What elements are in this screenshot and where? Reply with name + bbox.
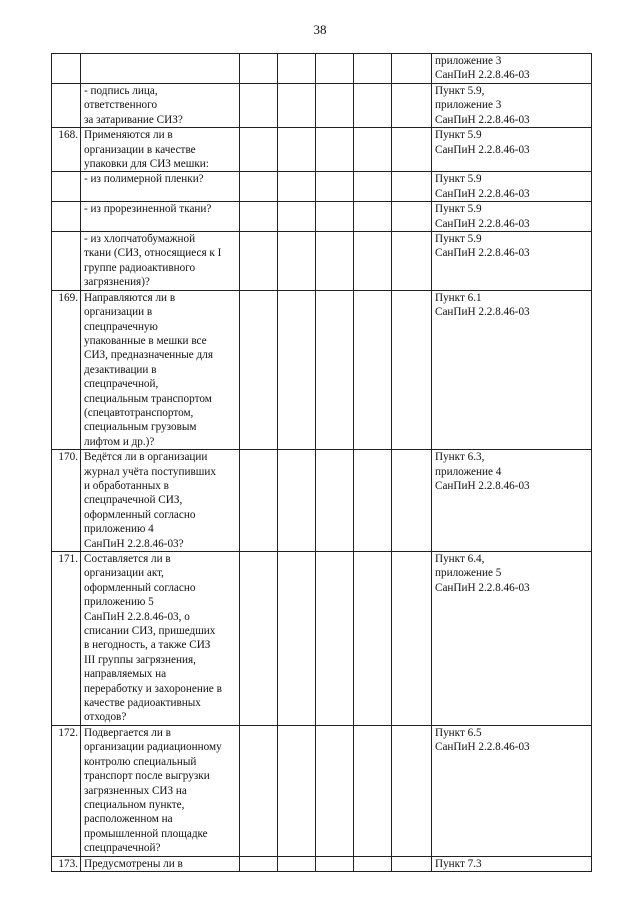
answer-cell xyxy=(354,128,392,172)
answer-cell xyxy=(316,84,354,128)
answer-cell xyxy=(278,128,316,172)
question-line: направляемых на xyxy=(84,668,167,681)
question-cell xyxy=(81,856,240,871)
question-line: СанПиН 2.2.8.46-03, о xyxy=(84,610,190,623)
answer-cell xyxy=(316,172,354,202)
question-line: загрязненных СИЗ на xyxy=(84,784,187,797)
reference-cell xyxy=(432,856,592,871)
reference-line: СанПиН 2.2.8.46-03 xyxy=(435,741,530,754)
answer-cell xyxy=(316,290,354,449)
question-line: в негодность, а также СИЗ xyxy=(84,639,211,652)
reference-line: приложение 3 xyxy=(435,55,502,67)
answer-cell xyxy=(316,54,354,84)
question-line: Направляются ли в xyxy=(84,291,176,304)
reference-line: Пункт 6.5 xyxy=(435,726,482,739)
table-row xyxy=(52,856,592,871)
answer-cell xyxy=(240,290,278,449)
table-row xyxy=(52,725,592,856)
question-line: Ведётся ли в организации xyxy=(84,451,208,464)
reference-cell xyxy=(432,54,592,84)
reference-cell xyxy=(432,128,592,172)
answer-cell xyxy=(278,202,316,232)
reference-cell xyxy=(432,172,592,202)
question-line: - из хлопчатобумажной xyxy=(84,233,196,246)
question-line: СанПиН 2.2.8.46-03? xyxy=(84,537,184,550)
question-line: организации радиационному xyxy=(84,741,222,754)
answer-cell xyxy=(354,552,392,726)
question-line: дезактивации в xyxy=(84,363,157,376)
reference-cell xyxy=(432,232,592,291)
answer-cell xyxy=(392,450,432,552)
item-number: 172. xyxy=(52,725,81,856)
answer-cell xyxy=(392,84,432,128)
question-line: оформленный согласно xyxy=(84,508,196,521)
table-row xyxy=(52,552,592,726)
question-line: качестве радиоактивных xyxy=(84,697,201,710)
question-line: спецпрачечной СИЗ, xyxy=(84,494,183,507)
question-line: загрязнения)? xyxy=(84,276,150,289)
reference-line: приложение 3 xyxy=(435,99,502,112)
question-line: переработку и захоронение в xyxy=(84,682,222,695)
question-line: лифтом и др.)? xyxy=(84,435,155,448)
reference-cell xyxy=(432,202,592,232)
item-number: 170. xyxy=(52,450,81,552)
reference-cell xyxy=(432,290,592,449)
answer-cell xyxy=(354,54,392,84)
question-line: за затаривание СИЗ? xyxy=(84,113,183,126)
question-line: спецпрачечной? xyxy=(84,842,161,855)
question-line: приложению 4 xyxy=(84,523,154,536)
reference-line: СанПиН 2.2.8.46-03 xyxy=(435,247,530,260)
answer-cell xyxy=(354,290,392,449)
question-line: Предусмотрены ли в xyxy=(84,857,183,870)
reference-line: Пункт 6.3, xyxy=(435,451,485,464)
question-line: контролю специальный xyxy=(84,755,197,768)
reference-line: Пункт 7.3 xyxy=(435,857,482,870)
question-cell xyxy=(81,290,240,449)
question-cell xyxy=(81,450,240,552)
reference-line: СанПиН 2.2.8.46-03 xyxy=(435,479,530,492)
answer-cell xyxy=(354,450,392,552)
question-line: спецпрачечной, xyxy=(84,378,159,391)
question-line: транспорт после выгрузки xyxy=(84,770,210,783)
item-number: 171. xyxy=(52,552,81,726)
answer-cell xyxy=(316,232,354,291)
answer-cell xyxy=(240,202,278,232)
item-number: 168. xyxy=(52,128,81,172)
question-line: оформленный согласно xyxy=(84,581,196,594)
page-number: 38 xyxy=(313,22,327,37)
answer-cell xyxy=(278,84,316,128)
item-number: 173. xyxy=(52,856,81,871)
answer-cell xyxy=(392,128,432,172)
reference-cell xyxy=(432,84,592,128)
table-row xyxy=(52,84,592,128)
answer-cell xyxy=(240,450,278,552)
question-cell xyxy=(81,552,240,726)
answer-cell xyxy=(316,450,354,552)
question-line: (спецавтотранспортом, xyxy=(84,406,194,419)
answer-cell xyxy=(278,856,316,871)
question-line: и обработанных в xyxy=(84,479,169,492)
reference-line: Пункт 6.4, xyxy=(435,553,485,565)
answer-cell xyxy=(354,856,392,871)
question-line: СИЗ, предназначенные для xyxy=(84,349,213,362)
answer-cell xyxy=(278,172,316,202)
item-number xyxy=(52,202,81,232)
answer-cell xyxy=(278,232,316,291)
reference-line: Пункт 6.1 xyxy=(435,291,482,304)
question-line: - из полимерной пленки? xyxy=(84,173,204,186)
table-row xyxy=(52,450,592,552)
question-cell xyxy=(81,54,240,84)
reference-cell xyxy=(432,725,592,856)
question-line: приложению 5 xyxy=(84,596,154,609)
answer-cell xyxy=(392,54,432,84)
reference-cell xyxy=(432,552,592,726)
question-line: журнал учёта поступивших xyxy=(84,465,216,478)
table-row xyxy=(52,128,592,172)
answer-cell xyxy=(240,128,278,172)
question-line: расположенном на xyxy=(84,813,173,826)
answer-cell xyxy=(278,450,316,552)
question-line: отходов? xyxy=(84,711,127,724)
reference-line: Пункт 5.9, xyxy=(435,85,485,97)
question-line: организации в xyxy=(84,306,153,319)
question-line: специальным транспортом xyxy=(84,392,212,405)
reference-line: СанПиН 2.2.8.46-03 xyxy=(435,581,530,594)
item-number xyxy=(52,172,81,202)
question-cell xyxy=(81,84,240,128)
answer-cell xyxy=(278,290,316,449)
answer-cell xyxy=(392,202,432,232)
table-row xyxy=(52,232,592,291)
question-line: ткани (СИЗ, относящиеся к I xyxy=(84,247,222,260)
answer-cell xyxy=(392,172,432,202)
reference-line: Пункт 5.9 xyxy=(435,173,482,186)
answer-cell xyxy=(240,856,278,871)
answer-cell xyxy=(240,84,278,128)
answer-cell xyxy=(278,725,316,856)
question-line: - из прорезиненной ткани? xyxy=(84,203,212,216)
question-line: организации акт, xyxy=(84,567,164,580)
question-line: упаковки для СИЗ мешки: xyxy=(84,158,209,171)
question-cell xyxy=(81,172,240,202)
answer-cell xyxy=(240,552,278,726)
reference-line: СанПиН 2.2.8.46-03 xyxy=(435,143,530,156)
answer-cell xyxy=(354,84,392,128)
answer-cell xyxy=(392,856,432,871)
answer-cell xyxy=(316,552,354,726)
reference-line: Пункт 5.9 xyxy=(435,203,482,216)
table-row xyxy=(52,202,592,232)
answer-cell xyxy=(240,54,278,84)
answer-cell xyxy=(354,725,392,856)
answer-cell xyxy=(278,552,316,726)
reference-line: приложение 5 xyxy=(435,567,502,580)
answer-cell xyxy=(392,552,432,726)
reference-line: Пункт 5.9 xyxy=(435,233,482,246)
question-line: Подвергается ли в xyxy=(84,726,171,739)
reference-line: СанПиН 2.2.8.46-03 xyxy=(435,187,530,200)
question-line: ответственного xyxy=(84,99,158,112)
question-line: группе радиоактивного xyxy=(84,261,196,274)
table-body xyxy=(52,54,592,872)
item-number xyxy=(52,54,81,84)
answer-cell xyxy=(316,128,354,172)
question-line: списании СИЗ, пришедших xyxy=(84,625,216,638)
answer-cell xyxy=(240,725,278,856)
question-line: Применяются ли в xyxy=(84,129,173,142)
question-cell xyxy=(81,128,240,172)
answer-cell xyxy=(354,232,392,291)
answer-cell xyxy=(392,725,432,856)
answer-cell xyxy=(316,202,354,232)
item-number xyxy=(52,84,81,128)
question-line: промышленной площадке xyxy=(84,827,208,840)
answer-cell xyxy=(392,290,432,449)
question-line: упакованные в мешки все xyxy=(84,334,207,347)
item-number: 169. xyxy=(52,290,81,449)
checklist-table xyxy=(51,53,592,872)
reference-line: СанПиН 2.2.8.46-03 xyxy=(435,217,530,230)
answer-cell xyxy=(354,172,392,202)
reference-line: Пункт 5.9 xyxy=(435,129,482,142)
answer-cell xyxy=(316,725,354,856)
question-line: - подпись лица, xyxy=(84,85,158,97)
answer-cell xyxy=(278,54,316,84)
reference-line: приложение 4 xyxy=(435,465,502,478)
table-row xyxy=(52,172,592,202)
table-row xyxy=(52,54,592,84)
answer-cell xyxy=(240,172,278,202)
question-cell xyxy=(81,232,240,291)
answer-cell xyxy=(240,232,278,291)
question-line: организации в качестве xyxy=(84,143,196,156)
answer-cell xyxy=(316,856,354,871)
answer-cell xyxy=(392,232,432,291)
item-number xyxy=(52,232,81,291)
question-line: специальном пункте, xyxy=(84,798,185,811)
reference-cell xyxy=(432,450,592,552)
question-line: III группы загрязнения, xyxy=(84,653,196,666)
answer-cell xyxy=(354,202,392,232)
question-cell xyxy=(81,725,240,856)
question-line: специальным грузовым xyxy=(84,421,197,434)
question-line: спецпрачечную xyxy=(84,320,158,333)
question-cell xyxy=(81,202,240,232)
table-row xyxy=(52,290,592,449)
question-line: Составляется ли в xyxy=(84,553,171,565)
reference-line: СанПиН 2.2.8.46-03 xyxy=(435,69,530,82)
reference-line: СанПиН 2.2.8.46-03 xyxy=(435,113,530,126)
reference-line: СанПиН 2.2.8.46-03 xyxy=(435,306,530,319)
